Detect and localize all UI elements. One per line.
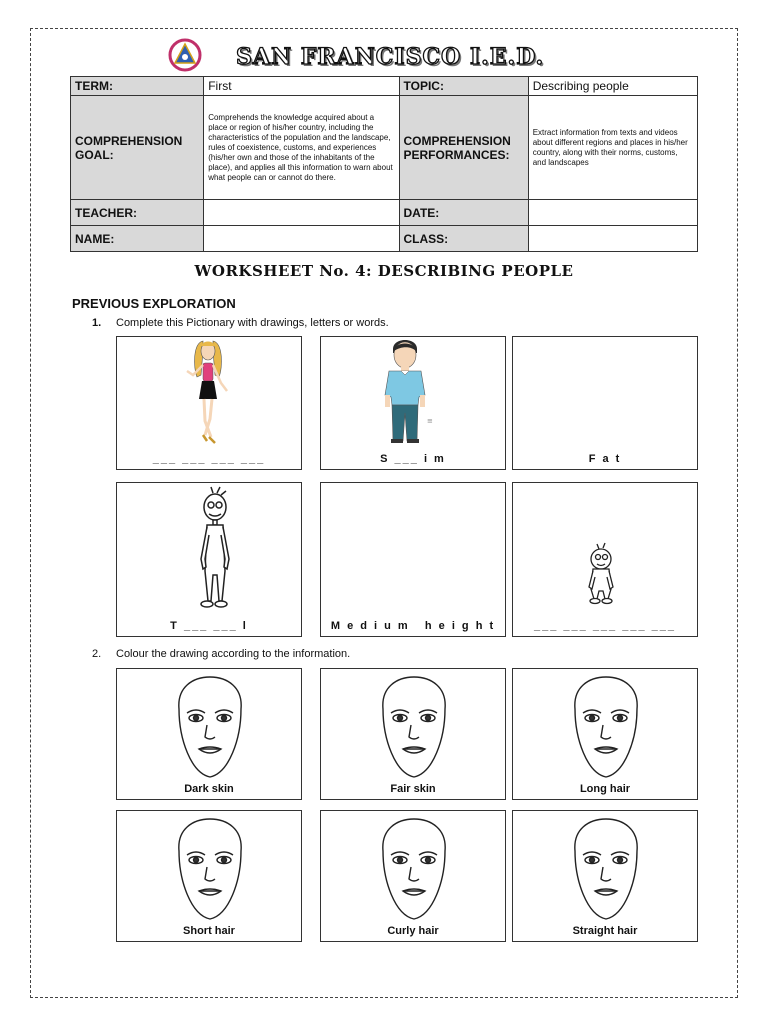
short-figure-drawing [513,483,699,638]
face-outline-drawing [513,811,699,943]
topic-label: TOPIC: [399,77,528,96]
pictionary-box-woman[interactable] [116,336,302,470]
date-field[interactable] [528,200,697,226]
face-caption-short-hair: Short hair [183,925,235,937]
course-info-table [70,76,698,252]
pictionary-caption-tall: T ___ ___ l [170,620,248,632]
class-label: CLASS: [399,226,528,252]
pictionary-box-tall[interactable] [116,482,302,637]
face-box-long-hair[interactable] [512,668,698,800]
goal-value: Comprehends the knowledge acquired about a place or region of his/her country, including the characteristics of the population and the landscape, rules of coexistence, customs, and experiences (his/her own and those of the inhabitants of the place), and applies all this information to warn about what people can or cannot do there. [204,96,399,200]
pictionary-caption-medium: M e d i u m h e i g h t [330,620,496,632]
pictionary-box-medium[interactable] [320,482,506,637]
pictionary-caption-fat: F a t [588,453,622,465]
face-box-fair-skin[interactable] [320,668,506,800]
teacher-field[interactable] [204,200,399,226]
face-outline-drawing [117,669,303,801]
woman-drawing [117,337,303,471]
tall-figure-drawing [117,483,303,638]
term-value: First [204,77,399,96]
pictionary-box-short[interactable] [512,482,698,637]
term-label: TERM: [71,77,204,96]
svg-text:≡: ≡ [427,417,433,425]
goal-label: COMPREHENSION GOAL: [71,96,204,200]
face-caption-fair-skin: Fair skin [390,783,436,795]
face-caption-straight-hair: Straight hair [572,925,638,937]
face-caption-long-hair: Long hair [579,783,631,795]
face-box-dark-skin[interactable] [116,668,302,800]
face-outline-drawing [513,669,699,801]
school-logo-icon [168,38,202,72]
pictionary-caption-short: ___ ___ ___ ___ ___ [534,620,676,632]
face-outline-drawing [117,811,303,943]
instruction-2-text: Colour the drawing according to the information. [116,648,351,660]
date-label: DATE: [399,200,528,226]
teacher-label: TEACHER: [71,200,204,226]
man-drawing [321,337,507,471]
face-box-straight-hair[interactable] [512,810,698,942]
face-outline-drawing [321,811,507,943]
school-name: SAN FRANCISCO I.E.D. [236,44,545,70]
instruction-2 [92,648,350,660]
face-box-curly-hair[interactable] [320,810,506,942]
worksheet-title: WORKSHEET No. 4: DESCRIBING PEOPLE [194,262,574,280]
pictionary-caption-man: S ___ i m [380,453,446,465]
face-caption-dark-skin: Dark skin [184,783,234,795]
face-box-short-hair[interactable] [116,810,302,942]
performances-value: Extract information from texts and videos about different regions and places in his/her country, along with their norms, customs, and landscapes [528,96,697,200]
class-field[interactable] [528,226,697,252]
instruction-1-text: Complete this Pictionary with drawings, letters or words. [116,317,389,329]
instruction-1 [92,317,389,329]
face-outline-drawing [321,669,507,801]
performances-label: COMPREHENSION PERFORMANCES: [399,96,528,200]
pictionary-caption-woman: ___ ___ ___ ___ [152,453,266,465]
name-label: NAME: [71,226,204,252]
section-title: PREVIOUS EXPLORATION [72,296,236,311]
name-field[interactable] [204,226,399,252]
instruction-2-number: 2. [92,648,102,660]
topic-value: Describing people [528,77,697,96]
face-caption-curly-hair: Curly hair [387,925,439,937]
pictionary-box-fat[interactable] [512,336,698,470]
pictionary-box-man[interactable] [320,336,506,470]
instruction-1-number: 1. [92,317,102,329]
